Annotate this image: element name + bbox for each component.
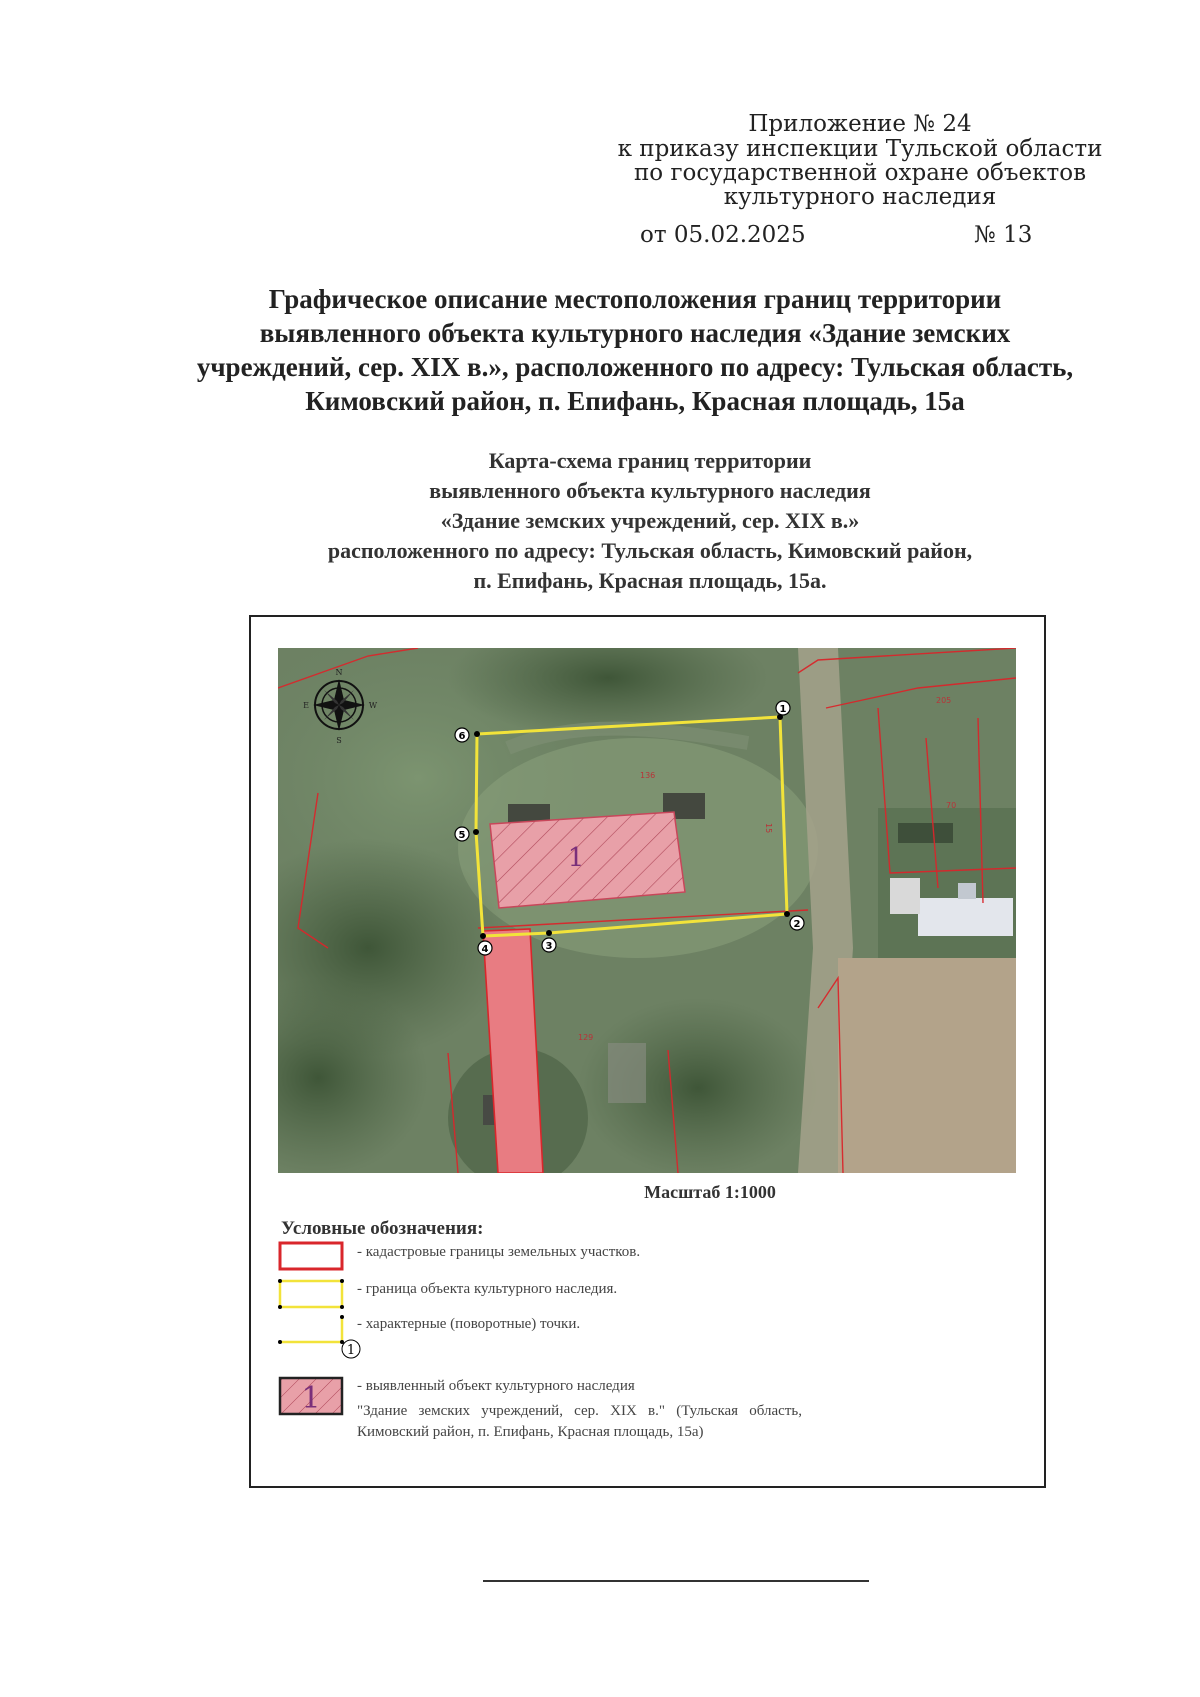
signature-rule: [483, 1580, 869, 1582]
legend-point-symbol-label: 1: [346, 1343, 356, 1358]
heritage-object-label: 1: [567, 843, 585, 873]
compass-e-label: E: [303, 701, 309, 710]
legend-title: Условные обозначения:: [281, 1218, 484, 1239]
svg-text:205: 205: [936, 696, 952, 705]
turning-point-1: [776, 701, 790, 715]
turning-point-4: [478, 941, 492, 955]
turning-point-label: 3: [545, 941, 553, 952]
turning-point-label: 1: [779, 704, 787, 715]
map-heading-line: Карта-схема границ территории: [488, 448, 812, 473]
order-reference-line-2: по государственной охране объектов: [633, 160, 1087, 186]
appendix-number: Приложение № 24: [748, 111, 972, 137]
map-heading-line: расположенного по адресу: Тульская область, Кимовский район,: [327, 538, 973, 563]
compass-n-label: N: [335, 668, 343, 677]
compass-s-label: S: [336, 736, 342, 745]
turning-point-3: [542, 938, 556, 952]
legend-cadastral-symbol: [280, 1243, 342, 1269]
heritage-object: [490, 812, 685, 908]
order-date: от 05.02.2025: [640, 222, 806, 248]
order-number: № 13: [974, 222, 1033, 248]
map-scale: Масштаб 1:1000: [644, 1182, 776, 1202]
turning-point-label: 2: [793, 919, 801, 930]
turning-point-6: [455, 728, 469, 742]
legend-object-symbol-label: 1: [301, 1381, 321, 1416]
svg-text:15: 15: [764, 823, 773, 834]
compass-w-label: W: [368, 701, 378, 710]
map-heading-line: «Здание земских учреждений, сер. XIX в.»: [440, 508, 860, 533]
turning-point-label: 5: [458, 830, 466, 841]
satellite-map: [278, 648, 1016, 1173]
turning-point-5: [455, 827, 469, 841]
document-title-line: выявленного объекта культурного наследия «Здание земских: [259, 318, 1011, 348]
map-heading: [280, 446, 1020, 596]
turning-point-2: [790, 916, 804, 930]
turning-point-label: 4: [481, 944, 489, 955]
map-heading-line: п. Епифань, Красная площадь, 15а.: [473, 568, 827, 593]
document-title: [170, 282, 1100, 418]
svg-text:129: 129: [578, 1033, 594, 1042]
legend-cadastral-text: - кадастровые границы земельных участков.: [357, 1244, 641, 1260]
legend-boundary-text: - граница объекта культурного наследия.: [357, 1281, 618, 1297]
document-title-line: учреждений, сер. XIX в.», расположенного по адресу: Тульская область,: [196, 352, 1074, 382]
order-reference-line-1: к приказу инспекции Тульской области: [617, 136, 1103, 162]
order-reference-line-3: культурного наследия: [723, 184, 997, 210]
legend-object-symbol: [280, 1378, 342, 1416]
document-title-line: Графическое описание местоположения границ территории: [268, 284, 1002, 314]
legend-boundary-symbol: [278, 1279, 344, 1309]
turning-point-label: 6: [458, 731, 466, 742]
svg-text:70: 70: [946, 801, 957, 810]
legend-object-caption: - выявленный объект культурного наследия: [357, 1378, 635, 1394]
legend-points-text: - характерные (поворотные) точки.: [357, 1316, 581, 1332]
document-title-line: Кимовский район, п. Епифань, Красная площадь, 15а: [305, 386, 965, 416]
legend-points-symbol: [278, 1315, 360, 1358]
legend-object-description: "Здание земских учреждений, сер. XIX в." (Тульская область, Кимовский район, п. Епифань, Красная площадь, 15а): [357, 1403, 802, 1440]
svg-text:136: 136: [640, 771, 656, 780]
map-heading-line: выявленного объекта культурного наследия: [429, 478, 871, 503]
